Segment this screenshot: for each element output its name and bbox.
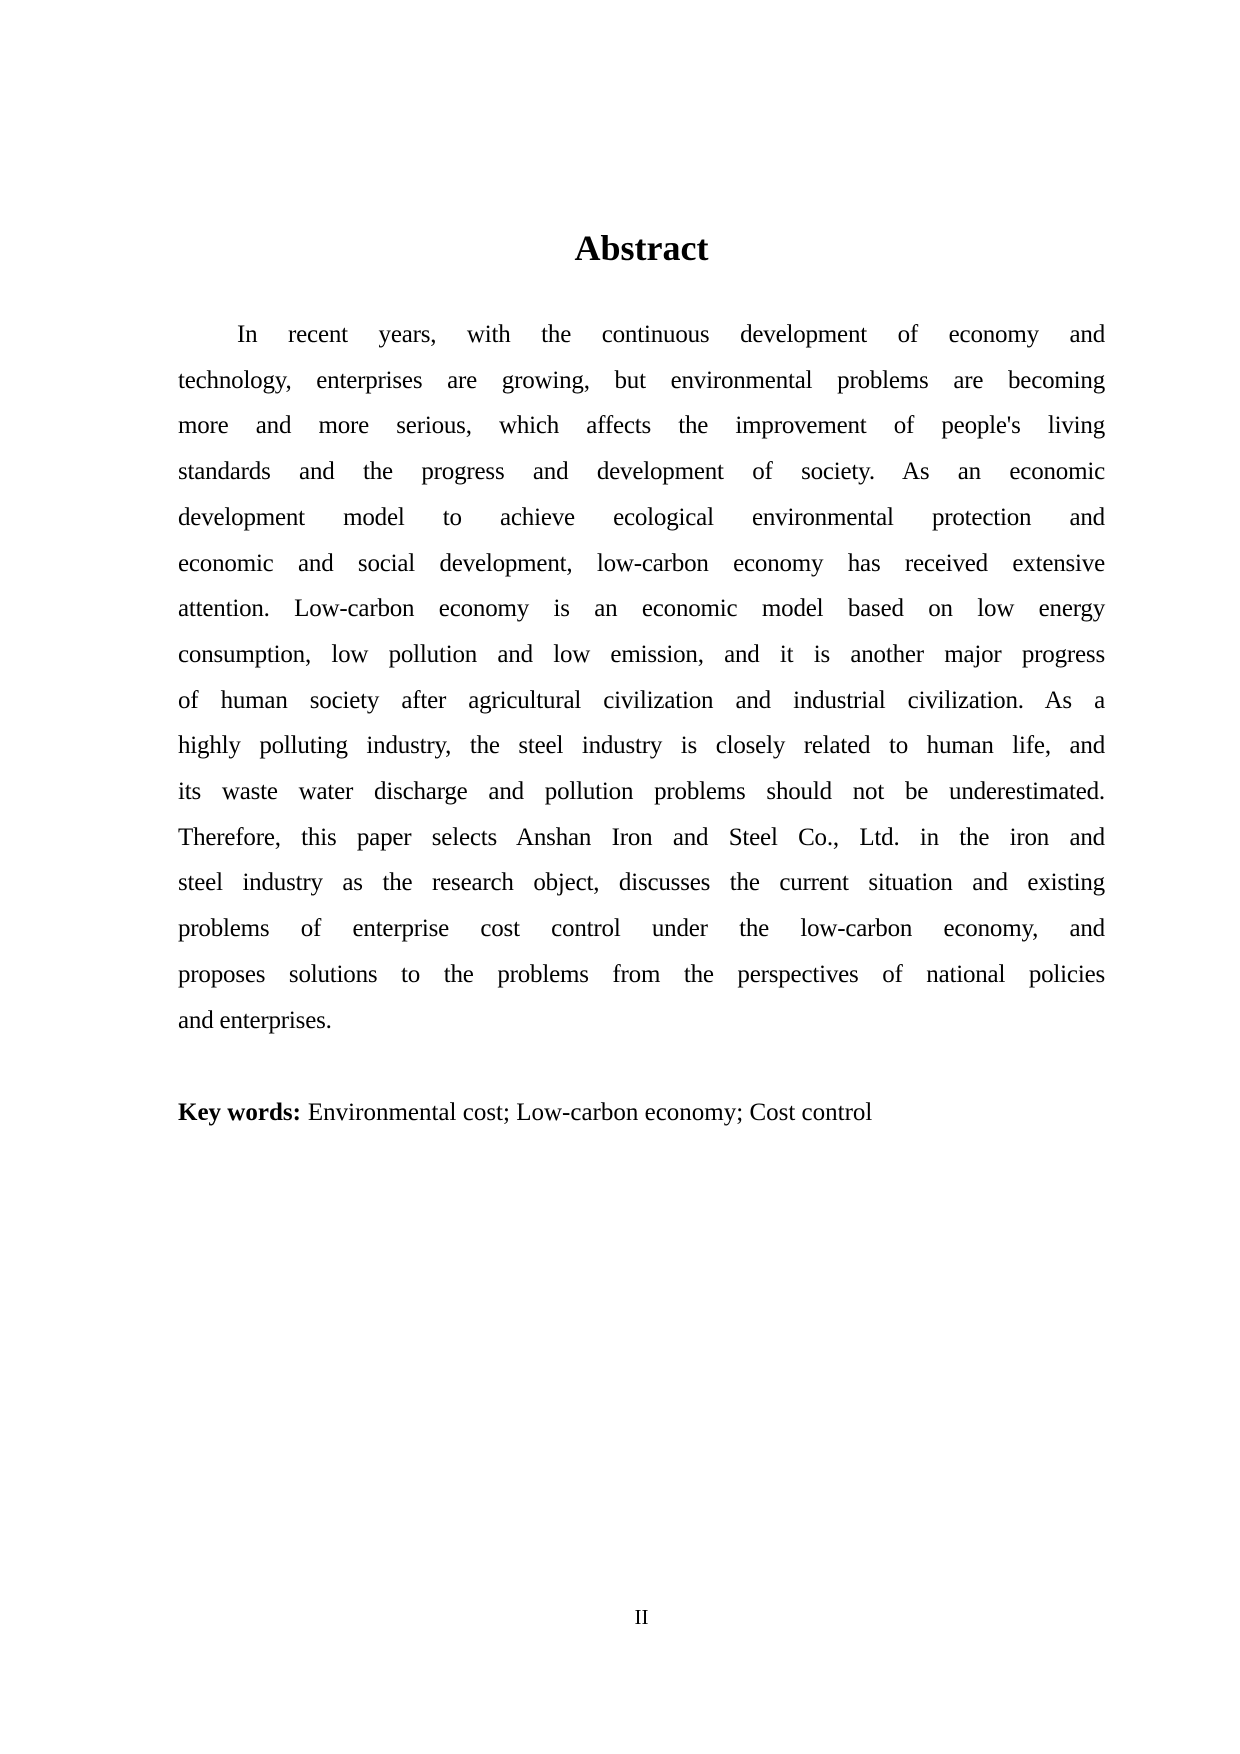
paragraph-line: more and more serious, which affects the improvement of people's living bbox=[178, 412, 1105, 440]
keywords-line bbox=[178, 1090, 1105, 1136]
paragraph-line: its waste water discharge and pollution problems should not be underestimated. bbox=[178, 778, 1105, 806]
paragraph-line: standards and the progress and development of society. As an economic bbox=[178, 458, 1105, 486]
paragraph-line: technology, enterprises are growing, but environmental problems are becoming bbox=[178, 366, 1105, 394]
paragraph-line: economic and social development, low-carbon economy has received extensive bbox=[178, 549, 1105, 577]
paragraph-line: of human society after agricultural civilization and industrial civilization. As a bbox=[178, 686, 1105, 714]
paragraph-line: problems of enterprise cost control under the low-carbon economy, and bbox=[178, 915, 1105, 943]
paragraph-line: development model to achieve ecological environmental protection and bbox=[178, 503, 1105, 531]
paragraph-line: and enterprises. bbox=[178, 1006, 332, 1034]
paragraph-line: attention. Low-carbon economy is an economic model based on low energy bbox=[178, 595, 1105, 623]
paragraph-line: consumption, low pollution and low emission, and it is another major progress bbox=[178, 640, 1105, 668]
keywords-label: Key words: bbox=[178, 1099, 301, 1126]
paragraph-line: proposes solutions to the problems from the perspectives of national policies bbox=[178, 960, 1105, 988]
paragraph-line: Therefore, this paper selects Anshan Iron and Steel Co., Ltd. in the iron and bbox=[178, 823, 1105, 851]
paragraph-line: In recent years, with the continuous development of economy and bbox=[237, 321, 1105, 348]
paragraph-line: highly polluting industry, the steel industry is closely related to human life, and bbox=[178, 732, 1105, 760]
abstract-paragraph bbox=[178, 312, 1105, 1043]
keywords-text: Environmental cost; Low-carbon economy; Cost control bbox=[307, 1099, 873, 1126]
page-number: II bbox=[634, 1605, 649, 1629]
page-title: Abstract bbox=[574, 228, 709, 268]
paragraph-line: steel industry as the research object, discusses the current situation and existing bbox=[178, 869, 1105, 897]
